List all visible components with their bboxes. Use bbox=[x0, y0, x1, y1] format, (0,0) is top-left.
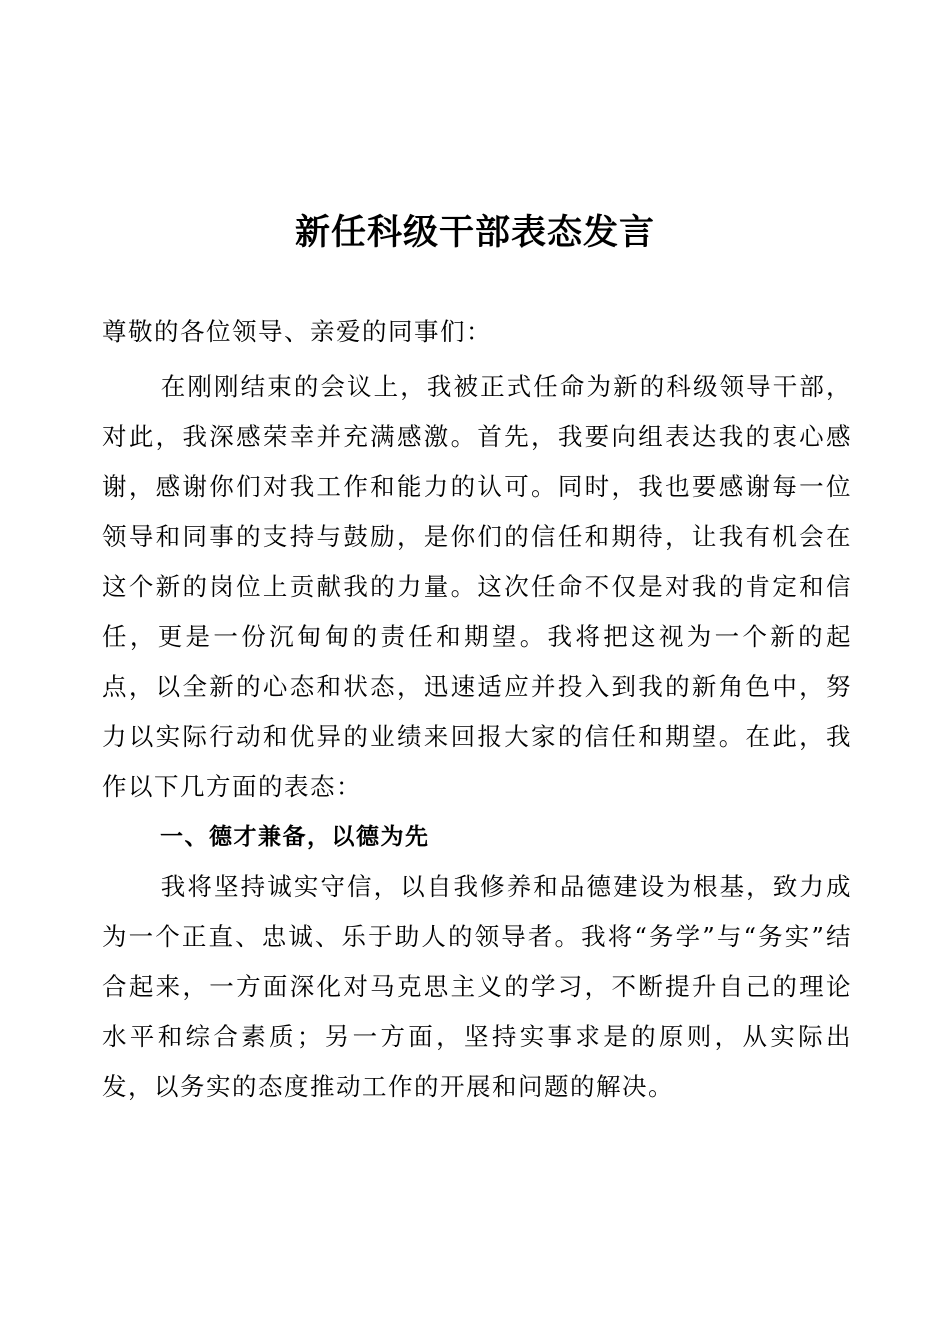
paragraph-section-1: 我将坚持诚实守信，以自我修养和品德建设为根基，致力成为一个正直、忠诚、乐于助人的领导者。我将“务学”与“务实”结合起来，一方面深化对马克思主义的学习，不断提升自己的理论水平和综合素质；另一方面，坚持实事求是的原则，从实际出发，以务实的态度推动工作的开展和问题的解决。 bbox=[102, 872, 852, 1101]
section-heading-1: 一、德才兼备，以德为先 bbox=[160, 824, 430, 850]
paragraph-intro: 在刚刚结束的会议上，我被正式任命为新的科级领导干部，对此，我深感荣幸并充满感激。首先，我要向组表达我的衷心感谢，感谢你们对我工作和能力的认可。同时，我也要感谢每一位领导和同事的支持与鼓励，是你们的信任和期待，让我有机会在这个新的岗位上贡献我的力量。这次任命不仅是对我的肯定和信任，更是一份沉甸甸的责任和期望。我将把这视为一个新的起点，以全新的心态和状态，迅速适应并投入到我的新角色中，努力以实际行动和优异的业绩来回报大家的信任和期望。在此，我作以下几方面的表态： bbox=[102, 372, 852, 801]
document-body bbox=[102, 362, 852, 1112]
document-title: 新任科级干部表态发言 bbox=[294, 212, 655, 253]
salutation: 尊敬的各位领导、亲爱的同事们： bbox=[102, 317, 492, 346]
